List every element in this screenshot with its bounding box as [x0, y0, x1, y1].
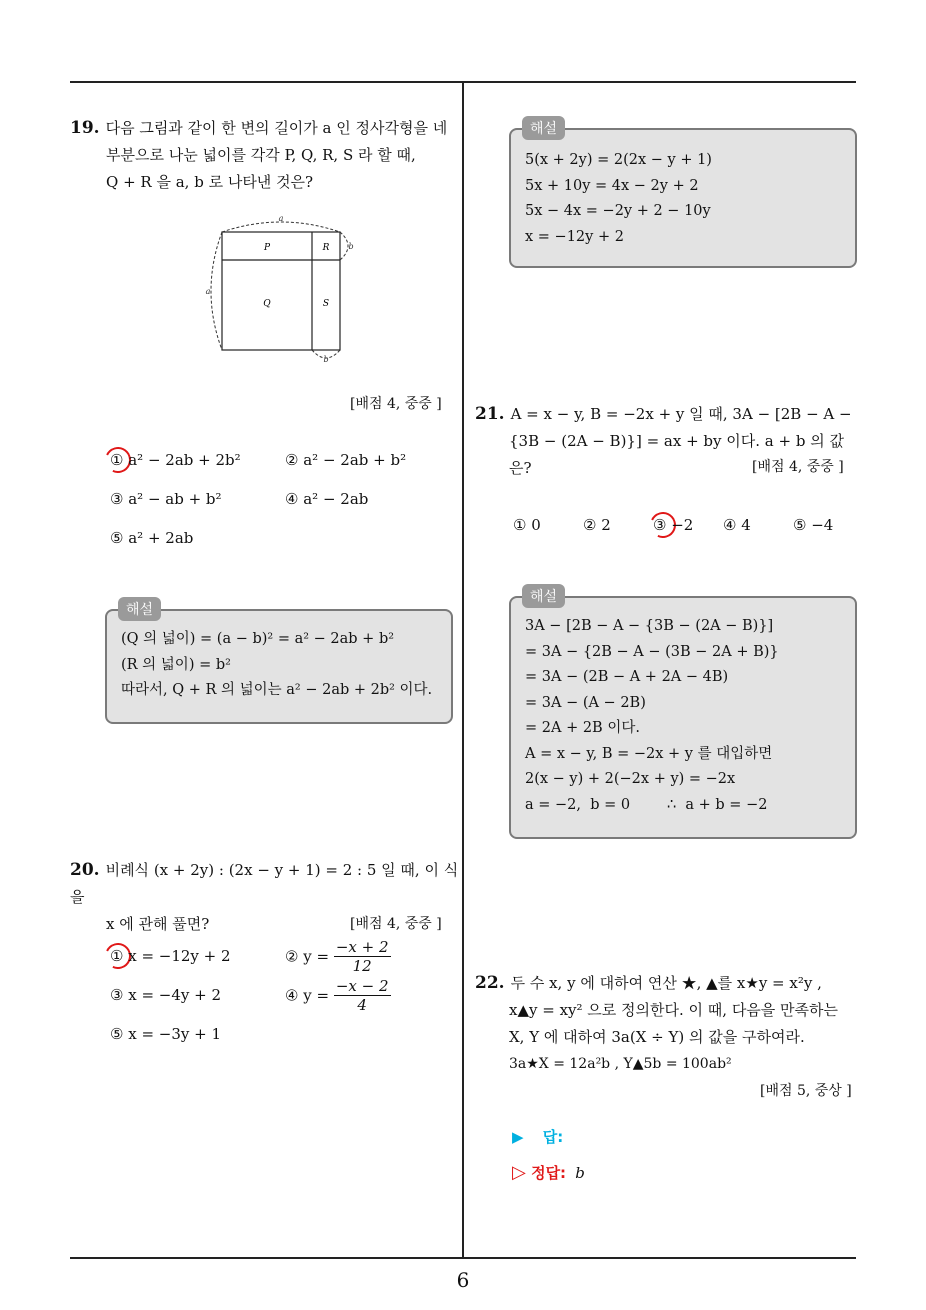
label-a-top: a	[278, 214, 284, 223]
q21-choice-1[interactable]: ① 0	[513, 516, 541, 534]
q20-choice-2-prefix: ② y =	[285, 947, 330, 966]
brace-right	[340, 232, 348, 260]
q19-text-line2: 부분으로 나눈 넓이를 각각 P, Q, R, S 라 할 때,	[106, 146, 416, 164]
q22-correct-label: 정답:	[531, 1164, 567, 1182]
label-P: P	[263, 243, 271, 253]
q21-choice-5[interactable]: ⑤ −4	[793, 516, 834, 534]
q20-solution-line-3: 5x − 4x = −2y + 2 − 10y	[525, 203, 711, 219]
q19-solution-line-3: 따라서, Q + R 의 넓이는 a² − 2ab + 2b² 이다.	[121, 682, 433, 698]
q20-choice-2-fraction	[334, 938, 391, 975]
q22-text-line1: 두 수 x, y 에 대하여 연산 ★, ▲를 x★y = x²y ,	[510, 974, 822, 992]
q20-solution-line-1: 5(x + 2y) = 2(2x − y + 1)	[525, 152, 712, 168]
q21-solution-line-8: a = −2, b = 0 ∴ a + b = −2	[525, 796, 768, 813]
q21-choice-4[interactable]: ④ 4	[723, 516, 751, 534]
q20-choice-4-fraction	[334, 977, 391, 1014]
label-a-left: a	[205, 287, 211, 296]
q20-choice-2-numerator: −x + 2	[335, 938, 389, 956]
q22-answer-label: 답:	[542, 1128, 564, 1146]
q20-tag: [배점 4, 중중 ]	[350, 916, 442, 932]
q20-solution-line-2: 5x + 10y = 4x − 2y + 2	[525, 177, 699, 194]
q19-solution-label: 해설	[118, 597, 161, 621]
q21-text-line2: {3B − (2A − B)}] = ax + by 이다. a + b 의 값은?	[509, 432, 844, 477]
q19-choice-4[interactable]: ④ a² − 2ab	[285, 490, 369, 508]
q21-choice-3[interactable]: ③ −2	[653, 516, 694, 534]
q22-answer-row[interactable]	[512, 1126, 563, 1147]
q21-solution-box	[509, 596, 857, 839]
label-b-bottom: b	[323, 355, 329, 364]
q20-choice-3[interactable]: ③ x = −4y + 2	[110, 986, 222, 1004]
q20-choice-2-denominator: 12	[352, 957, 372, 975]
q21-choice-2[interactable]: ② 2	[583, 516, 611, 534]
q21-solution-line-4: = 3A − (A − 2B)	[525, 694, 646, 711]
q21-text-line1: A = x − y, B = −2x + y 일 때, 3A − [2B − A −	[510, 405, 852, 423]
q21-number: 21.	[475, 404, 505, 424]
q19-choice-5[interactable]: ⑤ a² + 2ab	[110, 529, 194, 547]
q20-solution-line-4: x = −12y + 2	[525, 228, 624, 245]
q20-choice-1[interactable]: ① x = −12y + 2	[110, 947, 231, 965]
q20-choice-5[interactable]: ⑤ x = −3y + 1	[110, 1025, 222, 1043]
q21-solution-label: 해설	[522, 584, 565, 608]
q19-text-line1: 다음 그림과 같이 한 변의 길이가 a 인 정사각형을 네	[105, 119, 448, 137]
q21-solution-line-6: A = x − y, B = −2x + y 를 대입하면	[525, 745, 773, 762]
q22-text-line3: X, Y 에 대하여 3a(X ÷ Y) 의 값을 구하여라.	[509, 1028, 805, 1046]
q19-solution-line-2: (R 의 넓이) = b²	[121, 656, 231, 673]
q22-text-line2: x▲y = xy² 으로 정의한다. 이 때, 다음을 만족하는	[509, 1001, 839, 1019]
q19-figure	[200, 210, 370, 370]
q19-tag: [배점 4, 중중 ]	[350, 396, 442, 412]
q22-correct-row	[512, 1162, 585, 1183]
page-number: 6	[456, 1268, 470, 1292]
q20-stem	[70, 857, 460, 938]
q19-choice-3[interactable]: ③ a² − ab + b²	[110, 490, 222, 508]
label-b-right: b	[348, 242, 354, 251]
brace-top	[222, 222, 340, 232]
bottom-rule	[70, 1257, 856, 1259]
q21-solution-line-1: 3A − [2B − A − {3B − (2A − B)}]	[525, 618, 774, 634]
q22-number: 22.	[475, 973, 505, 993]
q21-tag: [배점 4, 중중 ]	[752, 459, 844, 475]
q20-text-line1: 비례식 (x + 2y) : (2x − y + 1) = 2 : 5 일 때, 이 식을	[70, 861, 459, 906]
label-Q: Q	[263, 299, 271, 309]
q22-correct-value: b	[575, 1164, 585, 1182]
label-S: S	[322, 299, 330, 309]
q20-choice-4-denominator: 4	[357, 996, 367, 1014]
q21-solution-line-5: = 2A + 2B 이다.	[525, 720, 640, 736]
q20-choice-4-prefix: ④ y =	[285, 986, 330, 1005]
label-R: R	[322, 243, 330, 253]
q21-solution-line-7: 2(x − y) + 2(−2x + y) = −2x	[525, 771, 736, 787]
q19-stem	[70, 115, 460, 196]
brace-left	[211, 232, 222, 350]
q21-solution-line-2: = 3A − {2B − A − (3B − 2A + B)}	[525, 643, 779, 660]
q22-stem	[475, 970, 860, 1078]
q20-solution-box	[509, 128, 857, 268]
q22-tag: [배점 5, 중상 ]	[760, 1083, 852, 1099]
q20-text-line2: x 에 관해 풀면?	[106, 915, 210, 933]
q19-number: 19.	[70, 118, 100, 138]
q19-solution-box	[105, 609, 453, 724]
q20-number: 20.	[70, 860, 100, 880]
q21-solution-line-3: = 3A − (2B − A + 2A − 4B)	[525, 669, 729, 685]
q22-text-line4: 3a★X = 12a²b , Y▲5b = 100ab²	[509, 1056, 732, 1072]
q20-solution-label: 해설	[522, 116, 565, 140]
answer-play-icon: ▶	[512, 1128, 524, 1146]
q19-solution-line-1: (Q 의 넓이) = (a − b)² = a² − 2ab + b²	[121, 631, 395, 647]
q19-choice-1[interactable]: ① a² − 2ab + 2b²	[110, 451, 241, 469]
q19-text-line3: Q + R 을 a, b 로 나타낸 것은?	[106, 173, 314, 191]
correct-answer-arrow-icon: ▷	[512, 1162, 526, 1183]
q20-choice-2[interactable]	[285, 938, 391, 975]
q19-choice-2[interactable]: ② a² − 2ab + b²	[285, 451, 407, 469]
q20-choice-4-numerator: −x − 2	[335, 977, 389, 995]
column-divider	[462, 83, 464, 1257]
q20-choice-4[interactable]	[285, 977, 391, 1014]
